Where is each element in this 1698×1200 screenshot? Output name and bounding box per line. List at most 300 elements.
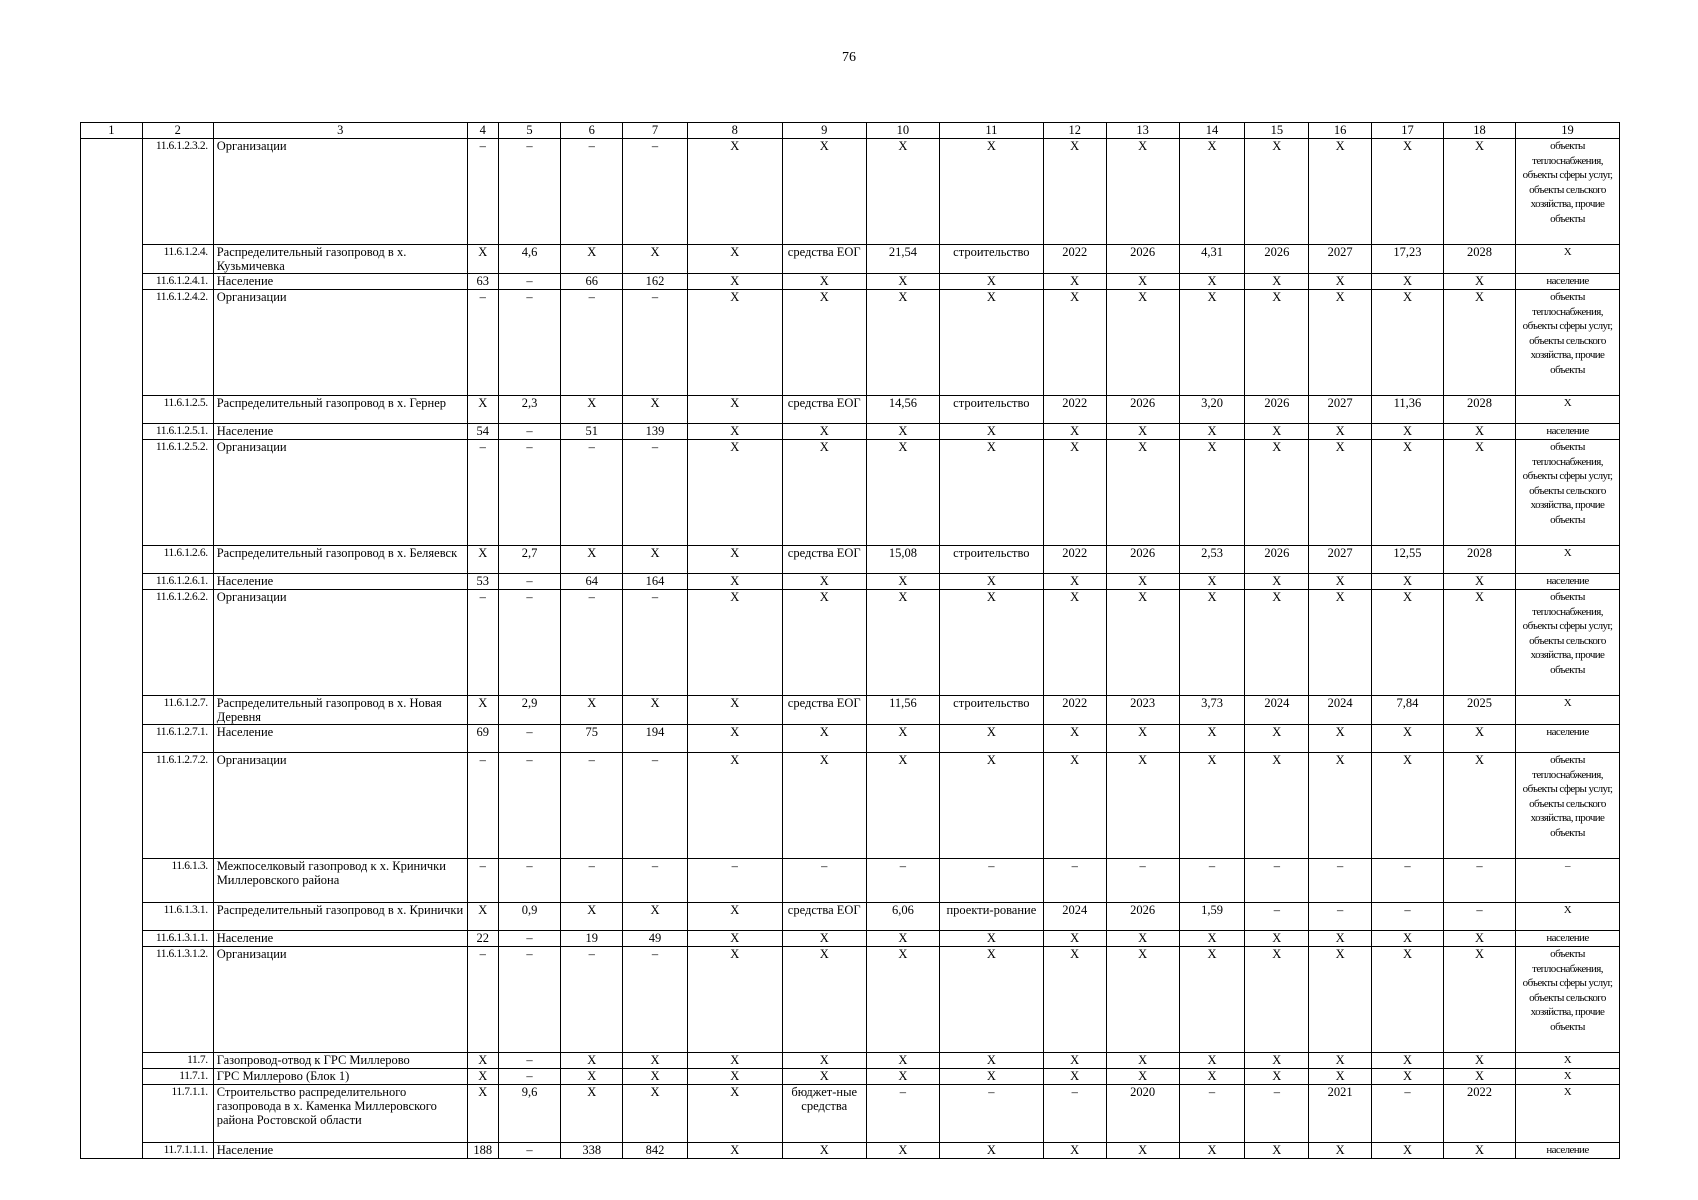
cell-col-1 <box>81 574 143 590</box>
cell-col-19: объекты теплоснабжения, объекты сферы услуг, объекты сельского хозяйства, прочие объекты <box>1515 753 1619 859</box>
cell-col-10: Х <box>866 440 939 546</box>
cell-col-19: население <box>1515 725 1619 753</box>
cell-col-8: Х <box>687 590 782 696</box>
cell-col-16: – <box>1309 859 1372 903</box>
cell-col-13: Х <box>1106 753 1179 859</box>
cell-col-9: – <box>782 859 866 903</box>
cell-col-13: Х <box>1106 725 1179 753</box>
table-row <box>81 903 1620 931</box>
cell-col-11: строительство <box>939 396 1043 424</box>
cell-col-3: Организации <box>213 440 467 546</box>
cell-col-3: Газопровод-отвод к ГРС Миллерово <box>213 1053 467 1069</box>
cell-col-6: Х <box>561 245 623 274</box>
cell-col-3: Население <box>213 1143 467 1159</box>
cell-col-2: 11.6.1.2.3.2. <box>142 139 213 245</box>
cell-col-11: Х <box>939 1053 1043 1069</box>
cell-col-12: Х <box>1043 424 1106 440</box>
table-row <box>81 245 1620 274</box>
cell-col-10: – <box>866 859 939 903</box>
cell-col-5: – <box>498 290 561 396</box>
cell-col-10: 14,56 <box>866 396 939 424</box>
cell-col-12: 2022 <box>1043 396 1106 424</box>
cell-col-7: Х <box>623 1053 688 1069</box>
cell-col-16: Х <box>1309 440 1372 546</box>
cell-col-18: 2028 <box>1443 396 1515 424</box>
cell-col-11: Х <box>939 931 1043 947</box>
table-row <box>81 396 1620 424</box>
table-row <box>81 290 1620 396</box>
cell-col-7: – <box>623 753 688 859</box>
cell-col-4: Х <box>467 245 498 274</box>
table-row <box>81 931 1620 947</box>
cell-col-15: Х <box>1245 590 1309 696</box>
cell-col-19: объекты теплоснабжения, объекты сферы услуг, объекты сельского хозяйства, прочие объекты <box>1515 139 1619 245</box>
cell-col-5: – <box>498 590 561 696</box>
cell-col-1 <box>81 590 143 696</box>
cell-col-18: Х <box>1443 440 1515 546</box>
cell-col-13: 2026 <box>1106 903 1179 931</box>
cell-col-16: Х <box>1309 274 1372 290</box>
cell-col-1 <box>81 1143 143 1159</box>
cell-col-13: 2023 <box>1106 696 1179 725</box>
cell-col-18: – <box>1443 859 1515 903</box>
cell-col-4: 53 <box>467 574 498 590</box>
cell-col-19: Х <box>1515 546 1619 574</box>
cell-col-9: Х <box>782 440 866 546</box>
column-number-7: 7 <box>623 123 688 139</box>
cell-col-17: Х <box>1371 931 1443 947</box>
cell-col-9: средства ЕОГ <box>782 696 866 725</box>
table-row <box>81 1143 1620 1159</box>
cell-col-4: – <box>467 859 498 903</box>
cell-col-10: Х <box>866 725 939 753</box>
cell-col-8: Х <box>687 290 782 396</box>
cell-col-4: – <box>467 440 498 546</box>
cell-col-12: 2024 <box>1043 903 1106 931</box>
cell-col-7: – <box>623 947 688 1053</box>
cell-col-2: 11.6.1.2.4.2. <box>142 290 213 396</box>
cell-col-10: 6,06 <box>866 903 939 931</box>
cell-col-14: – <box>1179 859 1245 903</box>
cell-col-8: Х <box>687 396 782 424</box>
cell-col-19: объекты теплоснабжения, объекты сферы услуг, объекты сельского хозяйства, прочие объекты <box>1515 290 1619 396</box>
cell-col-15: Х <box>1245 139 1309 245</box>
cell-col-2: 11.6.1.2.7.1. <box>142 725 213 753</box>
cell-col-10: Х <box>866 590 939 696</box>
cell-col-19: население <box>1515 274 1619 290</box>
cell-col-5: – <box>498 574 561 590</box>
cell-col-8: Х <box>687 1053 782 1069</box>
cell-col-11: Х <box>939 753 1043 859</box>
column-number-19: 19 <box>1515 123 1619 139</box>
cell-col-7: 194 <box>623 725 688 753</box>
cell-col-18: 2028 <box>1443 245 1515 274</box>
cell-col-3: Распределительный газопровод в х. Новая Деревня <box>213 696 467 725</box>
cell-col-2: 11.6.1.2.4.1. <box>142 274 213 290</box>
cell-col-9: Х <box>782 1053 866 1069</box>
cell-col-13: 2020 <box>1106 1085 1179 1143</box>
cell-col-8: Х <box>687 1085 782 1143</box>
cell-col-2: 11.6.1.2.4. <box>142 245 213 274</box>
cell-col-7: 162 <box>623 274 688 290</box>
cell-col-4: Х <box>467 1085 498 1143</box>
table-row <box>81 753 1620 859</box>
cell-col-5: 2,9 <box>498 696 561 725</box>
cell-col-11: строительство <box>939 696 1043 725</box>
cell-col-3: Строительство распределительного газопровода в х. Каменка Миллеровского района Ростовской области <box>213 1085 467 1143</box>
cell-col-19: Х <box>1515 1053 1619 1069</box>
column-number-2: 2 <box>142 123 213 139</box>
column-number-12: 12 <box>1043 123 1106 139</box>
cell-col-6: Х <box>561 1085 623 1143</box>
cell-col-4: – <box>467 947 498 1053</box>
cell-col-5: – <box>498 424 561 440</box>
cell-col-6: – <box>561 947 623 1053</box>
cell-col-8: Х <box>687 574 782 590</box>
cell-col-15: 2026 <box>1245 546 1309 574</box>
cell-col-15: Х <box>1245 753 1309 859</box>
cell-col-15: Х <box>1245 440 1309 546</box>
cell-col-6: Х <box>561 696 623 725</box>
cell-col-2: 11.6.1.2.5.2. <box>142 440 213 546</box>
cell-col-19: Х <box>1515 1085 1619 1143</box>
cell-col-18: Х <box>1443 290 1515 396</box>
cell-col-8: Х <box>687 753 782 859</box>
cell-col-13: Х <box>1106 274 1179 290</box>
table-row <box>81 590 1620 696</box>
cell-col-9: Х <box>782 590 866 696</box>
cell-col-12: Х <box>1043 753 1106 859</box>
cell-col-14: Х <box>1179 290 1245 396</box>
cell-col-16: Х <box>1309 574 1372 590</box>
cell-col-4: 188 <box>467 1143 498 1159</box>
table-row <box>81 725 1620 753</box>
cell-col-1 <box>81 139 143 245</box>
cell-col-2: 11.6.1.3.1.2. <box>142 947 213 1053</box>
cell-col-8: Х <box>687 546 782 574</box>
cell-col-4: – <box>467 590 498 696</box>
cell-col-17: Х <box>1371 1069 1443 1085</box>
cell-col-3: Межпоселковый газопровод к х. Кринички Миллеровского района <box>213 859 467 903</box>
cell-col-1 <box>81 274 143 290</box>
cell-col-19: Х <box>1515 696 1619 725</box>
cell-col-11: строительство <box>939 245 1043 274</box>
cell-col-1 <box>81 1069 143 1085</box>
cell-col-6: Х <box>561 1069 623 1085</box>
cell-col-13: Х <box>1106 1069 1179 1085</box>
cell-col-14: Х <box>1179 1053 1245 1069</box>
cell-col-1 <box>81 696 143 725</box>
cell-col-17: Х <box>1371 753 1443 859</box>
cell-col-10: 21,54 <box>866 245 939 274</box>
cell-col-11: Х <box>939 274 1043 290</box>
cell-col-2: 11.6.1.2.6. <box>142 546 213 574</box>
cell-col-18: Х <box>1443 1053 1515 1069</box>
cell-col-5: – <box>498 1069 561 1085</box>
cell-col-17: Х <box>1371 947 1443 1053</box>
cell-col-16: 2027 <box>1309 396 1372 424</box>
cell-col-11: Х <box>939 139 1043 245</box>
cell-col-4: 63 <box>467 274 498 290</box>
cell-col-13: Х <box>1106 574 1179 590</box>
cell-col-4: 22 <box>467 931 498 947</box>
cell-col-9: Х <box>782 931 866 947</box>
cell-col-17: Х <box>1371 574 1443 590</box>
cell-col-5: – <box>498 725 561 753</box>
cell-col-18: 2028 <box>1443 546 1515 574</box>
cell-col-19: объекты теплоснабжения, объекты сферы услуг, объекты сельского хозяйства, прочие объекты <box>1515 590 1619 696</box>
cell-col-5: 2,7 <box>498 546 561 574</box>
cell-col-10: Х <box>866 753 939 859</box>
cell-col-15: – <box>1245 903 1309 931</box>
cell-col-16: Х <box>1309 1143 1372 1159</box>
column-number-17: 17 <box>1371 123 1443 139</box>
cell-col-6: 19 <box>561 931 623 947</box>
cell-col-4: Х <box>467 396 498 424</box>
table-row <box>81 947 1620 1053</box>
cell-col-11: Х <box>939 590 1043 696</box>
cell-col-2: 11.6.1.3. <box>142 859 213 903</box>
cell-col-1 <box>81 903 143 931</box>
cell-col-3: Организации <box>213 753 467 859</box>
cell-col-5: – <box>498 753 561 859</box>
cell-col-17: – <box>1371 903 1443 931</box>
cell-col-3: Организации <box>213 947 467 1053</box>
cell-col-18: Х <box>1443 274 1515 290</box>
cell-col-9: Х <box>782 139 866 245</box>
cell-col-13: Х <box>1106 947 1179 1053</box>
cell-col-7: 139 <box>623 424 688 440</box>
cell-col-17: Х <box>1371 1053 1443 1069</box>
cell-col-7: Х <box>623 1085 688 1143</box>
cell-col-14: Х <box>1179 574 1245 590</box>
cell-col-2: 11.6.1.2.6.1. <box>142 574 213 590</box>
cell-col-5: – <box>498 1143 561 1159</box>
cell-col-7: – <box>623 859 688 903</box>
column-number-1: 1 <box>81 123 143 139</box>
table-row <box>81 859 1620 903</box>
cell-col-11: Х <box>939 1069 1043 1085</box>
cell-col-17: 7,84 <box>1371 696 1443 725</box>
cell-col-7: 49 <box>623 931 688 947</box>
cell-col-12: 2022 <box>1043 696 1106 725</box>
cell-col-2: 11.7.1.1.1. <box>142 1143 213 1159</box>
cell-col-10: 11,56 <box>866 696 939 725</box>
cell-col-2: 11.7. <box>142 1053 213 1069</box>
cell-col-14: Х <box>1179 440 1245 546</box>
cell-col-18: – <box>1443 903 1515 931</box>
cell-col-8: Х <box>687 440 782 546</box>
cell-col-8: Х <box>687 139 782 245</box>
cell-col-18: Х <box>1443 947 1515 1053</box>
cell-col-7: 164 <box>623 574 688 590</box>
cell-col-2: 11.6.1.2.7. <box>142 696 213 725</box>
cell-col-9: средства ЕОГ <box>782 396 866 424</box>
cell-col-3: Распределительный газопровод в х. Кринички <box>213 903 467 931</box>
cell-col-5: 9,6 <box>498 1085 561 1143</box>
cell-col-7: Х <box>623 696 688 725</box>
cell-col-6: 64 <box>561 574 623 590</box>
cell-col-3: Население <box>213 725 467 753</box>
cell-col-9: Х <box>782 725 866 753</box>
cell-col-14: 4,31 <box>1179 245 1245 274</box>
cell-col-15: – <box>1245 859 1309 903</box>
cell-col-10: Х <box>866 947 939 1053</box>
cell-col-12: Х <box>1043 590 1106 696</box>
cell-col-12: Х <box>1043 574 1106 590</box>
cell-col-18: 2025 <box>1443 696 1515 725</box>
cell-col-16: – <box>1309 903 1372 931</box>
cell-col-4: Х <box>467 696 498 725</box>
table-row <box>81 274 1620 290</box>
cell-col-19: население <box>1515 1143 1619 1159</box>
cell-col-15: Х <box>1245 424 1309 440</box>
cell-col-16: Х <box>1309 1053 1372 1069</box>
cell-col-3: Население <box>213 274 467 290</box>
cell-col-7: – <box>623 290 688 396</box>
cell-col-14: 2,53 <box>1179 546 1245 574</box>
cell-col-15: Х <box>1245 1143 1309 1159</box>
cell-col-17: Х <box>1371 290 1443 396</box>
cell-col-14: Х <box>1179 931 1245 947</box>
cell-col-10: Х <box>866 1053 939 1069</box>
cell-col-9: Х <box>782 424 866 440</box>
cell-col-11: Х <box>939 440 1043 546</box>
cell-col-19: Х <box>1515 245 1619 274</box>
cell-col-15: Х <box>1245 947 1309 1053</box>
cell-col-5: – <box>498 859 561 903</box>
cell-col-8: – <box>687 859 782 903</box>
cell-col-7: Х <box>623 1069 688 1085</box>
table-row <box>81 546 1620 574</box>
cell-col-7: Х <box>623 396 688 424</box>
table-row <box>81 440 1620 546</box>
cell-col-11: Х <box>939 725 1043 753</box>
table-row <box>81 696 1620 725</box>
cell-col-6: 66 <box>561 274 623 290</box>
column-number-13: 13 <box>1106 123 1179 139</box>
cell-col-6: – <box>561 290 623 396</box>
cell-col-9: Х <box>782 574 866 590</box>
cell-col-7: – <box>623 440 688 546</box>
cell-col-10: 15,08 <box>866 546 939 574</box>
cell-col-8: Х <box>687 274 782 290</box>
cell-col-5: – <box>498 947 561 1053</box>
table-row <box>81 574 1620 590</box>
cell-col-12: 2022 <box>1043 546 1106 574</box>
cell-col-17: – <box>1371 859 1443 903</box>
cell-col-16: 2027 <box>1309 546 1372 574</box>
cell-col-13: 2026 <box>1106 245 1179 274</box>
cell-col-3: Население <box>213 424 467 440</box>
cell-col-16: Х <box>1309 139 1372 245</box>
cell-col-11: Х <box>939 574 1043 590</box>
column-number-15: 15 <box>1245 123 1309 139</box>
cell-col-6: – <box>561 753 623 859</box>
cell-col-12: Х <box>1043 1069 1106 1085</box>
column-number-8: 8 <box>687 123 782 139</box>
cell-col-3: Организации <box>213 290 467 396</box>
cell-col-8: Х <box>687 931 782 947</box>
cell-col-12: Х <box>1043 139 1106 245</box>
cell-col-15: Х <box>1245 1053 1309 1069</box>
cell-col-11: Х <box>939 290 1043 396</box>
cell-col-9: Х <box>782 274 866 290</box>
cell-col-2: 11.7.1. <box>142 1069 213 1085</box>
cell-col-12: Х <box>1043 1053 1106 1069</box>
cell-col-15: Х <box>1245 290 1309 396</box>
cell-col-16: Х <box>1309 424 1372 440</box>
cell-col-1 <box>81 424 143 440</box>
cell-col-1 <box>81 1053 143 1069</box>
cell-col-19: объекты теплоснабжения, объекты сферы услуг, объекты сельского хозяйства, прочие объекты <box>1515 947 1619 1053</box>
cell-col-14: Х <box>1179 590 1245 696</box>
cell-col-6: Х <box>561 1053 623 1069</box>
cell-col-18: Х <box>1443 574 1515 590</box>
cell-col-11: строительство <box>939 546 1043 574</box>
table-row <box>81 1053 1620 1069</box>
cell-col-18: Х <box>1443 424 1515 440</box>
cell-col-10: Х <box>866 931 939 947</box>
column-number-row <box>81 123 1620 139</box>
cell-col-13: Х <box>1106 1143 1179 1159</box>
cell-col-17: – <box>1371 1085 1443 1143</box>
cell-col-15: Х <box>1245 931 1309 947</box>
cell-col-19: – <box>1515 859 1619 903</box>
cell-col-1 <box>81 1085 143 1143</box>
cell-col-2: 11.6.1.2.5.1. <box>142 424 213 440</box>
cell-col-4: Х <box>467 903 498 931</box>
cell-col-2: 11.6.1.3.1. <box>142 903 213 931</box>
cell-col-6: Х <box>561 903 623 931</box>
cell-col-9: бюджет-ные средства <box>782 1085 866 1143</box>
cell-col-5: – <box>498 139 561 245</box>
cell-col-6: 338 <box>561 1143 623 1159</box>
cell-col-14: 1,59 <box>1179 903 1245 931</box>
cell-col-12: Х <box>1043 290 1106 396</box>
cell-col-17: Х <box>1371 139 1443 245</box>
cell-col-9: средства ЕОГ <box>782 245 866 274</box>
cell-col-8: Х <box>687 245 782 274</box>
cell-col-3: Распределительный газопровод в х. Кузьмичевка <box>213 245 467 274</box>
cell-col-14: Х <box>1179 947 1245 1053</box>
cell-col-6: – <box>561 859 623 903</box>
cell-col-7: 842 <box>623 1143 688 1159</box>
cell-col-5: 2,3 <box>498 396 561 424</box>
cell-col-1 <box>81 725 143 753</box>
cell-col-19: Х <box>1515 903 1619 931</box>
cell-col-1 <box>81 859 143 903</box>
cell-col-5: – <box>498 931 561 947</box>
cell-col-16: 2021 <box>1309 1085 1372 1143</box>
cell-col-18: Х <box>1443 1143 1515 1159</box>
cell-col-2: 11.7.1.1. <box>142 1085 213 1143</box>
cell-col-15: – <box>1245 1085 1309 1143</box>
cell-col-4: 69 <box>467 725 498 753</box>
cell-col-16: Х <box>1309 290 1372 396</box>
cell-col-2: 11.6.1.2.6.2. <box>142 590 213 696</box>
cell-col-2: 11.6.1.3.1.1. <box>142 931 213 947</box>
cell-col-3: Организации <box>213 590 467 696</box>
cell-col-19: объекты теплоснабжения, объекты сферы услуг, объекты сельского хозяйства, прочие объекты <box>1515 440 1619 546</box>
cell-col-15: Х <box>1245 274 1309 290</box>
cell-col-13: Х <box>1106 139 1179 245</box>
cell-col-11: Х <box>939 424 1043 440</box>
cell-col-10: Х <box>866 290 939 396</box>
page-number: 76 <box>842 50 856 65</box>
column-number-16: 16 <box>1309 123 1372 139</box>
table-body <box>81 139 1620 1159</box>
